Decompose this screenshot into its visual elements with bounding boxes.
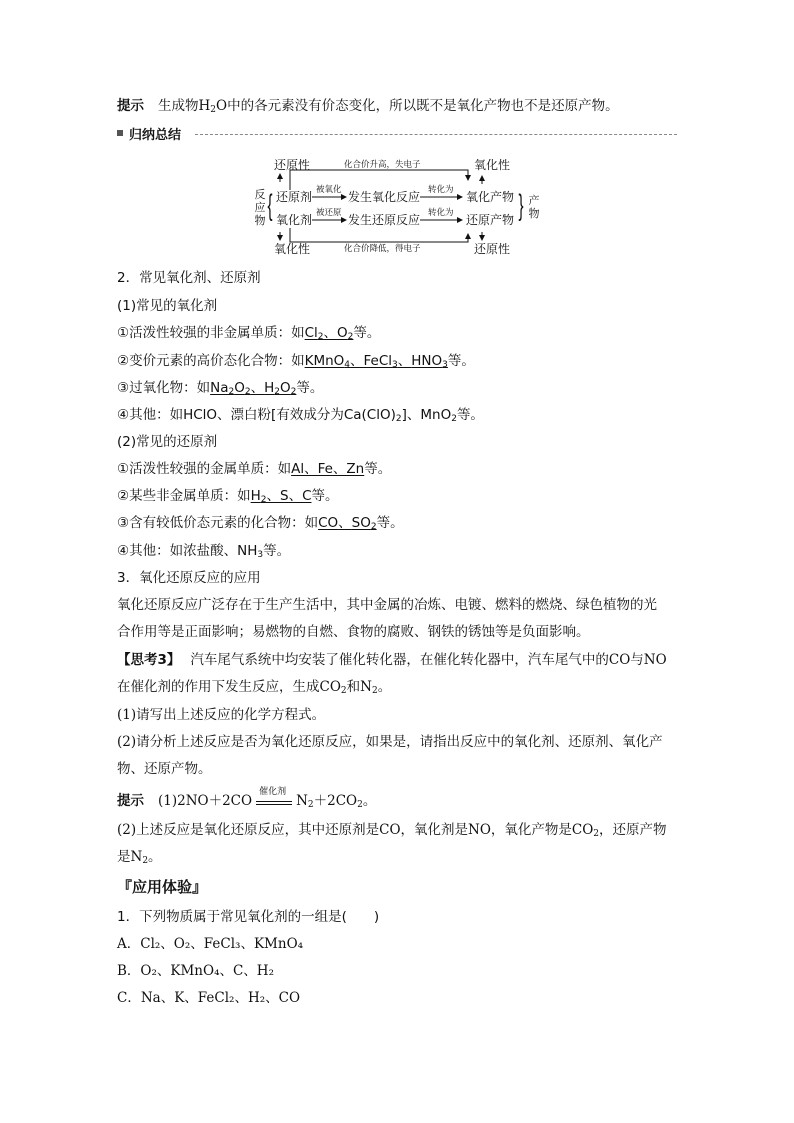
- redox-diagram: [250, 152, 550, 260]
- tip2-label: 提示: [117, 793, 144, 809]
- diagram-bottom-right: 还原性: [474, 242, 511, 256]
- think3-q2-line1: (2)请分析上述反应是否为氧化还原反应，如果是，请指出反应中的氧化剂、还原剂、氧化产: [117, 734, 663, 750]
- think3-line2: 在催化剂的作用下发生反应，生成$CO_2$和$N_2$。: [117, 679, 392, 696]
- diagram-bottom-arrow-text: 化合价降低，得电子: [344, 244, 421, 254]
- tip2-answer-line1: (2)上述反应是氧化还原反应，其中还原剂是CO，氧化剂是NO，氧化产物是$CO_2$，还原产物: [117, 822, 667, 839]
- s2-p1-2: ②变价元素的高价态化合物：如KMnO$_4$、FeCl$_3$、$HNO_3$等。: [117, 353, 475, 370]
- think3-q1: (1)请写出上述反应的化学方程式。: [117, 707, 326, 723]
- option-a: A．Cl₂、O₂、FeCl₃、KMnO₄: [117, 936, 304, 952]
- option-c: C．Na、K、FeCl₂、H₂、CO: [117, 990, 301, 1006]
- s2-p2-1: ①活泼性较强的金属单质：如Al、Fe、Zn等。: [117, 461, 392, 477]
- s2-p1-4: ④其他：如HClO、漂白粉[有效成分为$Ca(ClO)_2$]、MnO$_2$等。: [117, 407, 484, 424]
- diagram-top-arrow-text: 化合价升高，失电子: [344, 160, 421, 170]
- s2-p1: (1)常见的氧化剂: [117, 298, 218, 314]
- s2-p2: (2)常见的还原剂: [117, 434, 218, 450]
- diagram-row2-left: 氧化剂: [276, 213, 313, 227]
- option-b: B．O₂、KMnO₄、C、H₂: [117, 963, 274, 979]
- s2-p2-4: ④其他：如浓盐酸、$NH_3$等。: [117, 543, 291, 560]
- diagram-bottom-left: 氧化性: [274, 242, 311, 256]
- tip2-equation: 提示 (1)2NO＋2CO 催化剂 $N_2+2CO_2$。: [117, 786, 377, 810]
- diagram-row1-arrow1: 被氧化: [316, 185, 342, 195]
- tip2-answer-line2: 是$N_2$。: [117, 849, 162, 866]
- s3-line2: 合作用等是正面影响；易燃物的自燃、食物的腐败、钢铁的锈蚀等是负面影响。: [117, 624, 590, 640]
- diagram-product-label: 产 物: [528, 194, 540, 220]
- diagram-row1-mid: 发生氧化反应: [348, 190, 421, 204]
- s3-line1: 氧化还原反应广泛存在于生产生活中，其中金属的冶炼、电镀、燃料的燃烧、绿色植物的光: [117, 597, 657, 613]
- question-1: 1．下列物质属于常见氧化剂的一组是( ): [117, 909, 380, 925]
- diagram-row2-right: 还原产物: [466, 213, 515, 227]
- summary-section-header: [117, 124, 677, 144]
- diagram-left-brace: {: [267, 189, 273, 222]
- think3-label: 【思考3】: [117, 652, 181, 668]
- tip-label: 提示: [117, 98, 144, 114]
- think3-line1: 【思考3】 汽车尾气系统中均安装了催化转化器，在催化转化器中，汽车尾气中的CO与NO: [117, 652, 667, 668]
- diagram-row2-mid: 发生还原反应: [348, 213, 421, 227]
- s2-p1-1: ①活泼性较强的非金属单质：如$Cl_2$、$O_2$等。: [117, 325, 381, 342]
- diagram-reactant-label: 反 应 物: [254, 188, 266, 227]
- diagram-row1-right: 氧化产物: [466, 190, 515, 204]
- s2-p2-3: ③含有较低价态元素的化合物：如CO、$SO_2$等。: [117, 515, 404, 532]
- s2-p1-3: ③过氧化物：如$Na_2O_2$、$H_2O_2$等。: [117, 380, 324, 397]
- diagram-row2-arrow2: 转化为: [428, 208, 454, 218]
- diagram-top-right: 氧化性: [474, 158, 511, 172]
- diagram-row1-left: 还原剂: [276, 190, 313, 204]
- s3-title: 3．氧化还原反应的应用: [117, 570, 261, 586]
- diagram-row1-arrow2: 转化为: [428, 185, 454, 195]
- diagram-top-left: 还原性: [274, 158, 311, 172]
- s2-title: 2．常见氧化剂、还原剂: [117, 270, 261, 286]
- s2-p2-2: ②某些非金属单质：如$H_2$、S、C等。: [117, 488, 339, 505]
- square-bullet-icon: [117, 130, 123, 136]
- think3-q2-line2: 物、还原产物。: [117, 761, 212, 777]
- diagram-row2-arrow1: 被还原: [316, 208, 342, 218]
- section-divider: [195, 134, 677, 135]
- catalyst-arrow: 催化剂: [256, 795, 292, 809]
- diagram-right-brace: }: [518, 189, 524, 222]
- summary-title: 归纳总结: [129, 128, 182, 143]
- application-header: 『应用体验』: [117, 878, 208, 896]
- tip-line-1: 提示 生成物$H_2O$中的各元素没有价态变化，所以既不是氧化产物也不是还原产物。: [117, 98, 619, 115]
